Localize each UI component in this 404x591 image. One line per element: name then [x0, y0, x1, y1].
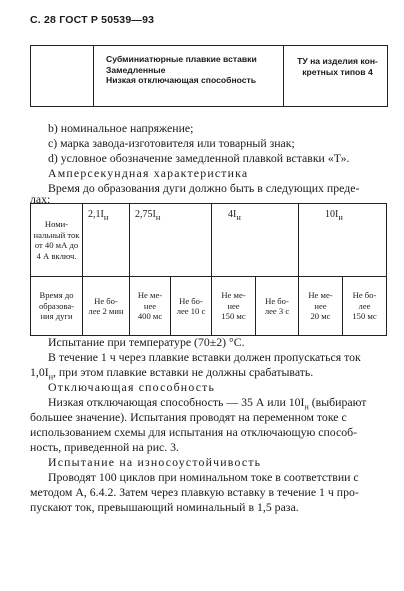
table-cell: Не бо- лее 10 с: [171, 277, 212, 336]
table-cell: Не бо- лее 2 мин: [83, 277, 130, 336]
section2-text-line: Низкая отключающая способность — 35 А или $10I_н$ (выбирают: [48, 395, 367, 412]
top-box-ref-line: кретных типов 4: [302, 67, 373, 77]
table-cell: Не бо- лее 150 мс: [343, 277, 387, 336]
top-box-reference: [284, 46, 387, 106]
paragraph-hour-line-1: В течение 1 ч через плавкие вставки должен пропускаться ток: [48, 350, 361, 364]
table-header-value: $10I_н$: [299, 204, 387, 277]
section3-text-line: пускают ток, превышающий номинальный в 1,5 раза.: [30, 500, 299, 514]
list-item-c: c) марка завода-изготовителя или товарный знак;: [48, 136, 295, 150]
table-cell: Не ме- нее 20 мс: [299, 277, 343, 336]
table-row-label-current: Номи- нальный ток от 40 мА до 4 А включ.: [31, 204, 83, 277]
top-box-empty-cell: [31, 46, 94, 106]
top-box-line: Субминиатюрные плавкие вставки: [106, 54, 257, 64]
table-row-label-time: Время до образова- ния дуги: [31, 277, 83, 336]
paragraph-hour-line-2: $1,0I_н$, при этом плавкие вставки не должны срабатывать.: [30, 365, 314, 382]
top-box-description: [94, 46, 284, 106]
section2-text-line: использованием схемы для испытания на отключающую способ-: [30, 425, 358, 439]
top-box-ref-line: ТУ на изделия кон-: [297, 56, 378, 66]
section-title-breaking-capacity: Отключающая способность: [48, 380, 216, 394]
section2-text-line: ность, приведенной на рис. 3.: [30, 440, 179, 454]
table-cell: Не ме- нее 150 мс: [212, 277, 256, 336]
section3-text-line: методом А, 6.4.2. Затем через плавкую вставку в течение 1 ч про-: [30, 485, 359, 499]
paragraph-temperature: Испытание при температуре (70±2) °С.: [48, 335, 245, 349]
table-cell: Не бо- лее 3 с: [256, 277, 299, 336]
section-title-wear-resistance: Испытание на износоустойчивость: [48, 455, 262, 469]
table-row: [31, 204, 387, 277]
table-header-value: $2,75I_н$: [130, 204, 212, 277]
table-header-value: $4I_н$: [212, 204, 299, 277]
top-box-table: [30, 45, 388, 107]
arc-time-table: [30, 203, 387, 336]
list-item-d: d) условное обозначение замедленной плавкой вставки «Т».: [48, 151, 350, 165]
section-title-ampere-second: Амперсекундная характеристика: [48, 166, 249, 180]
section2-text-line: большее значение). Испытания проводят на переменном токе с: [30, 410, 347, 424]
table-header-value: $2,1I_н$: [83, 204, 130, 277]
table-cell: Не ме- нее 400 мс: [130, 277, 171, 336]
top-box-line: Низкая отключающая способность: [106, 75, 257, 85]
page-header: С. 28 ГОСТ Р 50539—93: [30, 14, 155, 26]
list-item-b: b) номинальное напряжение;: [48, 121, 194, 135]
top-box-line: Замедленные: [106, 64, 166, 75]
document-page: С. 28 ГОСТ Р 50539—93 Субминиатюрные плавкие вставки Замедленные Низкая отключающая способность ТУ на изделия кон- кретных типов 4 b) номинальное напряжение; c) марка завода-изготовителя или товарный знак; d) условное обозначение замедленной плавкой вставки «Т». Амперсекундная характеристика Время до образования дуги должно быть в следующих преде- лах: Номи- нальный ток от 40 мА до 4 А включ. $2,1I_н$ $2,75I_н$ $4I_н$ $10I_н$ Время до образова- ния дуги Не бо- лее 2 мин Не ме- нее 400 мс Не бо- лее 10 с Не ме- нее 150 мс Не бо- лее 3 с Не ме- нее 20 мс Не бо- лее 150 мс Испытание при температуре (70±2) °С. В течение 1 ч через плавкие вставки должен пропускаться ток $1,0I_н$, при этом плавкие вставки не должны срабатывать. Отключающая способность Низкая отключающая способность — 35 А или $10I_н$ (выбирают большее значение). Испытания проводят на переменном токе с использованием схемы для испытания на отключающую способ- ность, приведенной на рис. 3. Испытание на износоустойчивость Проводят 100 циклов при номинальном токе в соответствии с методом А, 6.4.2. Затем через плавкую вставку в течение 1 ч про- пускают ток, превышающий номинальный в 1,5 раза.: [0, 0, 404, 591]
section1-text-line: Время до образования дуги должно быть в следующих преде-: [48, 181, 360, 195]
table-row: [31, 277, 387, 336]
section3-text-line: Проводят 100 циклов при номинальном токе в соответствии с: [48, 470, 359, 484]
